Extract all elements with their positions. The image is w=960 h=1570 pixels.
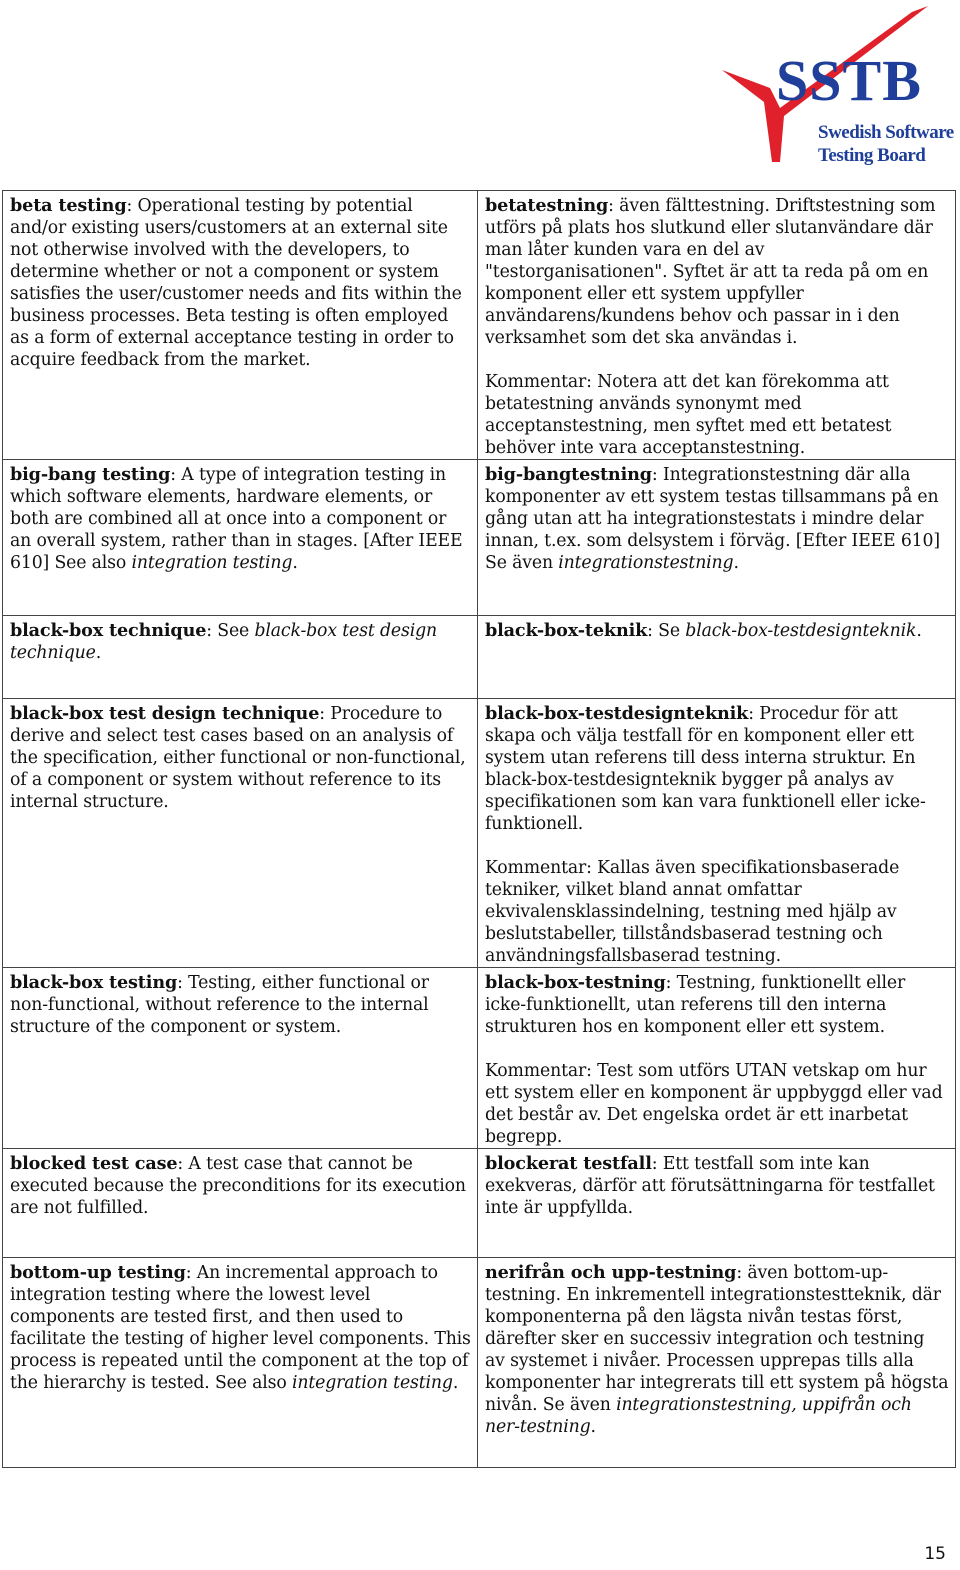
entry-definition: : A type of integration testing in which software elements, hardware elements, or both are combined all at once into a component or an overall system, rather than in stages. [After IEEE 610] See also xyxy=(10,465,463,573)
swedish-entry xyxy=(478,699,956,968)
entry-definition: : även fälttestning. Driftstestning som utförs på plats hos slutkund eller slutanvändare där man låter kunden vara en del av "testorganisationen". Syftet är att ta reda på om en komponent eller ett system uppfyller användarens/kundens behov och passar in i den verksamhet som det ska användas i. xyxy=(485,196,936,348)
entry-term: beta testing xyxy=(10,195,127,216)
english-entry xyxy=(3,968,478,1149)
see-also-reference: integrationstestning xyxy=(558,553,734,573)
entry-term: betatestning xyxy=(485,195,609,216)
entry-end: . xyxy=(452,1373,459,1393)
entry-definition: : Ett testfall som inte kan exekveras, därför att förutsättningarna för testfallet inte är uppfyllda. xyxy=(485,1154,935,1218)
entry-definition: : Testning, funktionellt eller icke-funktionellt, utan referens till den interna strukturen hos en komponent eller ett system. xyxy=(485,973,906,1037)
entry-term: nerifrån och upp-testning xyxy=(485,1262,737,1283)
table-row xyxy=(3,191,956,460)
swedish-entry xyxy=(478,968,956,1149)
see-also-reference: integrationstestning, uppifrån och ner-testning xyxy=(485,1395,912,1437)
entry-term: black-box technique xyxy=(10,620,207,641)
english-entry xyxy=(3,1149,478,1258)
entry-text xyxy=(10,1262,471,1394)
entry-text xyxy=(485,195,949,349)
entry-definition: : även bottom-up-testning. En inkrementell integrationstestteknik, där komponenterna på den lägsta nivån testas först, därefter sker en successiv integration och testning av systemet i nivåer. Processen upprepas tills alla komponenter har integrerats till ett system på högsta nivån. Se även xyxy=(485,1263,949,1415)
entry-term: big-bang testing xyxy=(10,464,171,485)
see-also-reference: integration testing xyxy=(131,553,293,573)
entry-text xyxy=(485,1262,949,1438)
entry-end: . xyxy=(916,621,922,641)
entry-text xyxy=(10,972,471,1038)
swedish-entry xyxy=(478,616,956,699)
entry-definition: : A test case that cannot be executed because the preconditions for its execution are not fulfilled. xyxy=(10,1154,466,1218)
page-number: 15 xyxy=(924,1544,946,1564)
entry-term: bottom-up testing xyxy=(10,1262,186,1283)
entry-text xyxy=(485,1153,949,1219)
table-row xyxy=(3,699,956,968)
english-entry xyxy=(3,191,478,460)
entry-text xyxy=(10,620,471,664)
logo-line-2: Testing Board xyxy=(818,145,926,166)
see-reference: black-box test design technique xyxy=(10,621,437,663)
logo-line-1: Swedish Software xyxy=(818,122,954,143)
entry-comment: Kommentar: Test som utförs UTAN vetskap om hur ett system eller en komponent är uppbyggd eller vad det består av. Det engelska ordet är ett inarbetat begrepp. xyxy=(485,1061,943,1147)
logo-acronym: SSTB xyxy=(776,48,922,113)
swedish-entry xyxy=(478,460,956,616)
entry-definition: : An incremental approach to integration testing where the lowest level components are tested first, and then used to facilitate the testing of higher level components. This process is repeated until the component at the top of the hierarchy is tested. See also xyxy=(10,1263,471,1393)
entry-term: black-box-testning xyxy=(485,972,666,993)
entry-term: blocked test case xyxy=(10,1153,178,1174)
table-row xyxy=(3,460,956,616)
english-entry xyxy=(3,460,478,616)
entry-text xyxy=(485,972,949,1038)
see-reference: black-box-testdesignteknik xyxy=(685,621,917,641)
glossary-table xyxy=(2,190,956,1468)
entry-definition: : Procedure to derive and select test cases based on an analysis of the specification, either functional or non-functional, of a component or system without reference to its internal structure. xyxy=(10,704,466,812)
entry-term: black-box-teknik xyxy=(485,620,648,641)
entry-definition: : Integrationstestning där alla komponenter av ett system testas tillsammans på en gång utan att ha integrationstestats i mindre delar innan, t.ex. som delsystem i förväg. [Efter IEEE 610] Se även xyxy=(485,465,940,573)
entry-end: . xyxy=(95,643,102,663)
english-entry xyxy=(3,1258,478,1468)
sstb-logo xyxy=(718,4,954,168)
entry-definition: : Operational testing by potential and/or existing users/customers at an external site not otherwise involved with the developers, to determine whether or not a component or system satisfies the user/customer needs and fits within the business processes. Beta testing is often employed as a form of external acceptance testing in order to acquire feedback from the market. xyxy=(10,196,462,370)
entry-comment: Kommentar: Kallas även specifikationsbaserade tekniker, vilket bland annat omfattar ekvivalensklassindelning, testning med hjälp av beslutstabeller, tillståndsbaserad testning och användningsfallsbaserad testning. xyxy=(485,858,900,966)
entry-text xyxy=(10,195,471,371)
see-also-reference: integration testing xyxy=(292,1373,453,1393)
entry-comment: Kommentar: Notera att det kan förekomma att betatestning används synonymt med acceptanstestning, men syftet med ett betatest behöver inte vara acceptanstestning. xyxy=(485,372,892,458)
swedish-entry xyxy=(478,1258,956,1468)
entry-end: . xyxy=(292,553,298,573)
entry-end: . xyxy=(590,1417,596,1437)
entry-text xyxy=(10,1153,471,1219)
table-row xyxy=(3,968,956,1149)
entry-definition: : Procedur för att skapa och välja testfall för en komponent eller ett system utan referens till dess interna struktur. En black-box-testdesignteknik bygger på analys av specifikationen som kan vara funktionell eller icke-funktionell. xyxy=(485,704,926,834)
table-row xyxy=(3,1258,956,1468)
entry-definition: : See xyxy=(206,621,255,641)
entry-end: . xyxy=(733,553,739,573)
swedish-entry xyxy=(478,1149,956,1258)
entry-term: black-box testing xyxy=(10,972,178,993)
entry-text xyxy=(10,464,471,574)
entry-term: black-box-testdesignteknik xyxy=(485,703,749,724)
sstb-logo-graphic xyxy=(718,4,954,168)
english-entry xyxy=(3,699,478,968)
entry-definition: : Testing, either functional or non-functional, without reference to the internal structure of the component or system. xyxy=(10,973,429,1037)
english-entry xyxy=(3,616,478,699)
entry-definition: : Se xyxy=(647,621,686,641)
entry-term: black-box test design technique xyxy=(10,703,320,724)
swedish-entry xyxy=(478,191,956,460)
entry-text xyxy=(485,464,949,574)
entry-text xyxy=(485,620,949,642)
table-row xyxy=(3,616,956,699)
entry-text xyxy=(10,703,471,813)
entry-text xyxy=(485,703,949,835)
entry-term: big-bangtestning xyxy=(485,464,652,485)
table-row xyxy=(3,1149,956,1258)
entry-term: blockerat testfall xyxy=(485,1153,652,1174)
